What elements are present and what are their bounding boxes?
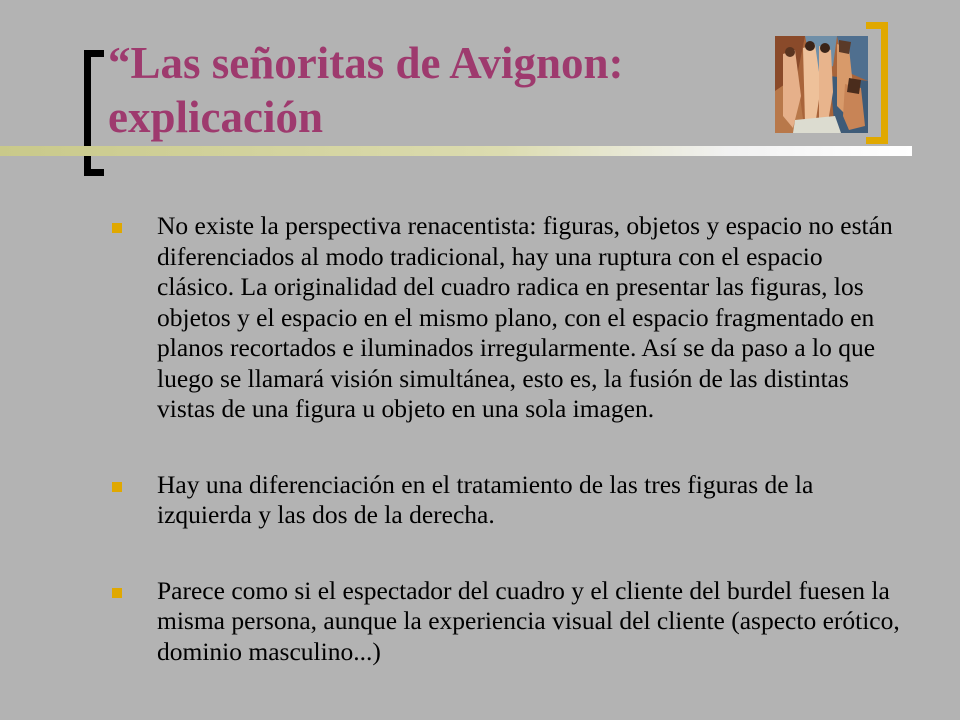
painting-image [775,36,868,133]
title-divider [0,146,912,156]
right-bracket-decoration [866,22,888,144]
bullet-text: Parece como si el espectador del cuadro y el cliente del burdel fuesen la misma persona, aunque la experiencia visual del cliente (aspecto erótico, dominio masculino...) [157,575,900,666]
list-item [112,470,902,531]
slide-title: “Las señoritas de Avignon: explicación [108,38,624,142]
left-bracket-decoration [84,50,104,176]
list-item [112,576,902,668]
square-bullet-icon [112,223,122,233]
painting-thumbnail [775,36,868,133]
bullet-text: Hay una diferenciación en el tratamiento de las tres figuras de la izquierda y las dos de la derecha. [157,469,814,529]
list-item [112,211,902,425]
square-bullet-icon [112,482,122,492]
bullet-list [112,211,902,712]
square-bullet-icon [112,588,122,598]
bullet-text: No existe la perspectiva renacentista: figuras, objetos y espacio no están diferenciados al modo tradicional, hay una ruptura con el espacio clásico. La originalidad del cuadro radica en presentar las figuras, los objetos y el espacio en el mismo plano, con el espacio fragmentado en planos recortados e iluminados irregularmente. Así se da paso a lo que luego se llamará visión simultánea, esto es, la fusión de las distintas vistas de una figura u objeto en una sola imagen. [157,211,893,423]
